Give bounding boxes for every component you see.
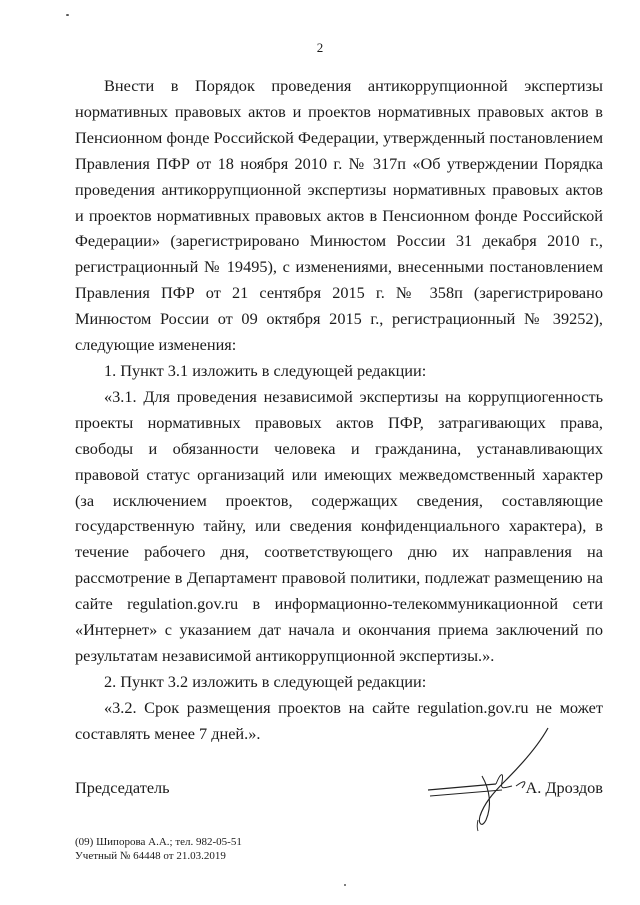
document-body — [75, 73, 603, 747]
intro-paragraph: Внести в Порядок проведения антикоррупционной экспертизы нормативных правовых актов и проектов нормативных правовых актов в Пенсионном фонде Российской Федерации, утвержденный постановлением Правления ПФР от 18 ноября 2010 г. № 317п «Об утверждении Порядка проведения антикоррупционной экспертизы нормативных правовых актов и проектов нормативных правовых актов в Пенсионном фонде Российской Федерации» (зарегистрировано Минюстом России 31 декабря 2010 г., регистрационный № 19495), с изменениями, внесенными постановлением Правления ПФР от 21 сентября 2015 г. № 358п (зарегистрировано Минюстом России от 09 октября 2015 г., регистрационный № 39252), следующие изменения: — [75, 76, 603, 355]
registration-line: Учетный № 64448 от 21.03.2019 — [75, 850, 226, 862]
document-footer — [75, 835, 242, 863]
scan-speck — [344, 884, 346, 886]
page-number: 2 — [316, 40, 324, 55]
item-2-heading: 2. Пункт 3.2 изложить в следующей редакции: — [104, 671, 427, 691]
scan-speck — [66, 14, 69, 16]
signatory-title: Председатель — [75, 778, 170, 797]
item-3-1-text: «3.1. Для проведения независимой экспертизы на коррупциогенность проекты нормативных правовых актов ПФР, затрагивающих права, свободы и обязанности человека и гражданина, устанавливающих правовой статус организаций или имеющих межведомственный характер (за исключением проектов, содержащих сведения, составляющие государственную тайну, или сведения конфиденциального характера), в течение рабочего дня, соответствующего дню их направления на рассмотрение в Департамент правовой политики, подлежат размещению на сайте regulation.gov.ru в информационно-телекоммуникационной сети «Интернет» с указанием дат начала и окончания приема заключений по результатам независимой антикоррупционной экспертизы.». — [75, 386, 603, 665]
executor-line: (09) Шипорова А.А.; тел. 982-05-51 — [75, 836, 242, 848]
signature-block — [75, 778, 603, 804]
signatory-name: А. Дроздов — [525, 778, 603, 797]
item-3-2-text: «3.2. Срок размещения проектов на сайте regulation.gov.ru не может составлять менее 7 дней.». — [75, 697, 603, 743]
item-1-heading: 1. Пункт 3.1 изложить в следующей редакции: — [104, 360, 427, 380]
